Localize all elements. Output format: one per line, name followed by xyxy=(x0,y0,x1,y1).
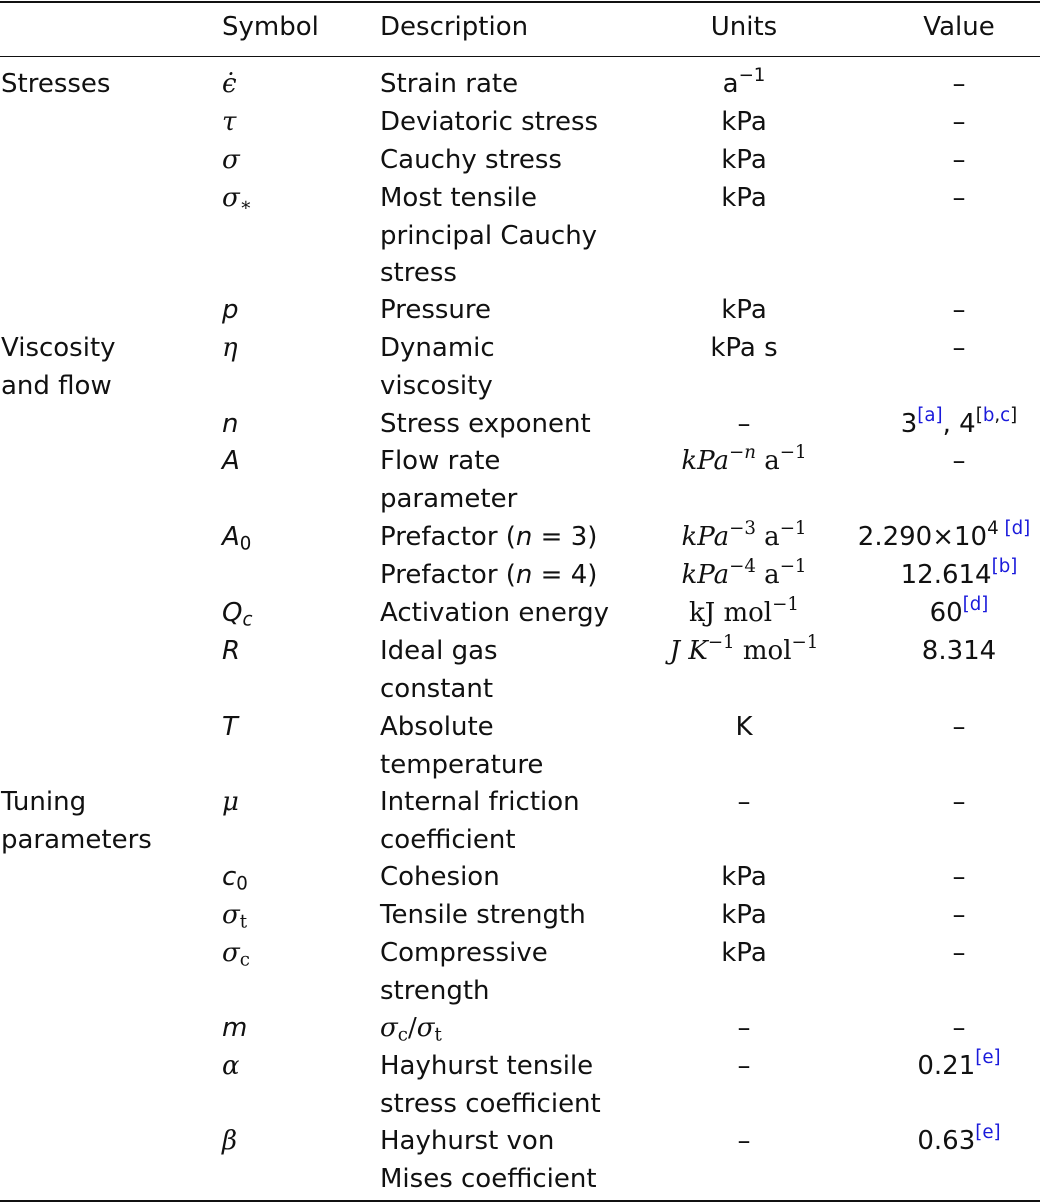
symbol-cell: τ xyxy=(222,107,237,137)
value-cell: – xyxy=(952,183,966,213)
header-units: Units xyxy=(710,12,778,42)
units-cell: K xyxy=(735,712,753,742)
unit-exponent: −1 xyxy=(738,65,766,87)
description-cell xyxy=(380,557,620,595)
units-cell xyxy=(640,633,848,671)
units-cell: kPa xyxy=(721,900,767,930)
citation-link[interactable]: c xyxy=(1000,405,1011,427)
description-cell: Cauchy stress xyxy=(380,145,562,175)
symbol-cell: μ xyxy=(222,787,239,817)
unit-text: a xyxy=(764,522,780,552)
symbol-cell xyxy=(222,859,372,897)
unit-exponent: −1 xyxy=(791,632,819,654)
description-cell: Hayhurst tensile stress coefficient xyxy=(380,1051,601,1119)
symbol-cell: σ xyxy=(222,145,240,175)
description-cell: Most tensile principal Cauchy stress xyxy=(380,183,598,289)
unit-text: a xyxy=(764,560,780,590)
description-cell: Ideal gas constant xyxy=(380,636,498,704)
units-cell: kPa xyxy=(721,183,767,213)
units-cell xyxy=(640,443,848,481)
unit-exponent: −1 xyxy=(707,632,735,654)
section-label xyxy=(1,784,211,859)
value-cell xyxy=(840,519,1040,557)
description-var: n xyxy=(515,522,533,552)
unit-text: kJ mol xyxy=(689,598,773,628)
symbol-subscript: t xyxy=(239,911,248,933)
unit-exponent: −1 xyxy=(779,518,807,540)
symbol-cell: A xyxy=(222,446,240,476)
ratio-slash: / xyxy=(407,1013,417,1043)
units-cell: kPa xyxy=(721,295,767,325)
value-cell: – xyxy=(952,900,966,930)
value-cell: – xyxy=(952,69,966,99)
symbol-cell: α xyxy=(222,1051,240,1081)
value-separator: , xyxy=(942,409,960,439)
symbol-base: σ xyxy=(222,938,240,968)
description-cell: Strain rate xyxy=(380,69,519,99)
value-cell xyxy=(855,595,1040,633)
symbol-base: Q xyxy=(222,598,243,628)
units-cell: kPa xyxy=(721,862,767,892)
unit-exponent: −n xyxy=(729,442,756,464)
units-cell: kPa s xyxy=(710,333,778,363)
citation-separator: , xyxy=(994,405,1001,427)
description-cell: Dynamic viscosity xyxy=(380,333,495,401)
citation-group xyxy=(976,405,1018,426)
citation-link[interactable]: [e] xyxy=(975,1122,1001,1144)
unit-text: a xyxy=(722,69,739,99)
units-cell: kPa xyxy=(721,145,767,175)
value-cell: – xyxy=(952,712,966,742)
citation-link[interactable]: [d] xyxy=(1004,518,1031,540)
section-label-line: Tuning xyxy=(1,787,87,817)
value-text: 2.290×10 xyxy=(857,522,988,552)
description-cell: Activation energy xyxy=(380,598,610,628)
header-symbol: Symbol xyxy=(222,12,319,42)
value-text: 12.614 xyxy=(900,560,992,590)
units-cell: – xyxy=(737,787,751,817)
description-cell: Internal friction coefficient xyxy=(380,787,580,855)
section-label-line: and flow xyxy=(1,370,112,401)
value-cell: – xyxy=(952,862,966,892)
unit-text: kPa xyxy=(681,522,730,552)
value-cell xyxy=(855,1123,1040,1161)
value-cell: – xyxy=(952,107,966,137)
citation-bracket: ] xyxy=(1010,405,1018,427)
citation-link[interactable]: [d] xyxy=(962,594,989,616)
description-cell: Compressive strength xyxy=(380,938,548,1006)
unit-text: K xyxy=(688,636,708,666)
description-text: Prefactor ( xyxy=(380,560,516,590)
symbol-cell: R xyxy=(222,636,241,666)
units-cell: kPa xyxy=(721,107,767,137)
description-cell: Tensile strength xyxy=(380,900,586,930)
units-cell: – xyxy=(737,1013,751,1043)
ratio-denominator: σ xyxy=(416,1013,435,1043)
symbol-base: σ xyxy=(222,900,240,930)
section-label-line: parameters xyxy=(1,824,152,855)
unit-text: J xyxy=(669,636,681,666)
description-text: Prefactor ( xyxy=(380,522,516,552)
symbol-cell: ϵ̇ xyxy=(222,69,237,99)
value-cell: – xyxy=(952,333,966,363)
symbol-cell xyxy=(222,935,372,973)
units-cell: – xyxy=(737,409,751,439)
value-text: 0.63 xyxy=(917,1126,976,1156)
value-text: 3 xyxy=(900,409,918,439)
unit-text: kPa xyxy=(681,560,730,590)
value-text: 60 xyxy=(929,598,963,628)
symbol-subscript: ∗ xyxy=(239,194,253,216)
symbol-base: σ xyxy=(222,183,240,213)
symbol-cell: p xyxy=(222,295,239,325)
ratio-denominator-sub: t xyxy=(434,1024,442,1046)
units-cell xyxy=(640,519,848,557)
ratio-numerator: σ xyxy=(380,1013,398,1043)
units-cell xyxy=(640,66,848,104)
value-cell: – xyxy=(952,938,966,968)
unit-exponent: −3 xyxy=(729,518,756,540)
header-description: Description xyxy=(380,12,529,42)
value-cell: 8.314 xyxy=(921,636,997,666)
symbol-base: c xyxy=(222,862,237,892)
ratio-numerator-sub: c xyxy=(397,1024,408,1046)
units-cell xyxy=(640,595,848,633)
top-rule xyxy=(0,1,1040,3)
description-text: = 3) xyxy=(532,522,598,552)
symbol-subscript: 0 xyxy=(239,533,252,555)
unit-exponent: −1 xyxy=(779,442,807,464)
description-cell xyxy=(380,519,620,557)
header-value: Value xyxy=(923,12,995,42)
symbol-cell xyxy=(222,897,372,935)
unit-exponent: −1 xyxy=(779,556,807,578)
description-var: n xyxy=(515,560,533,590)
description-cell xyxy=(380,1010,620,1048)
symbol-cell xyxy=(222,595,372,633)
value-text: 0.21 xyxy=(917,1051,976,1081)
value-cell: – xyxy=(952,145,966,175)
symbol-subscript: 0 xyxy=(236,873,248,895)
value-cell xyxy=(855,1048,1040,1086)
citation-link[interactable]: [a] xyxy=(917,405,943,427)
citation-link[interactable]: [b] xyxy=(991,556,1018,578)
unit-text: kPa xyxy=(681,446,730,476)
value-cell: – xyxy=(952,446,966,476)
units-cell: – xyxy=(737,1126,751,1156)
description-cell: Absolute temperature xyxy=(380,712,544,780)
symbol-cell: T xyxy=(222,712,238,742)
description-text: = 4) xyxy=(532,560,598,590)
symbol-cell: n xyxy=(222,409,239,439)
header-rule xyxy=(0,56,1040,57)
section-label xyxy=(1,330,211,405)
description-cell: Flow rate parameter xyxy=(380,446,518,514)
bottom-rule xyxy=(0,1200,1040,1202)
units-cell xyxy=(640,557,848,595)
symbol-cell: η xyxy=(222,333,238,363)
symbol-cell: β xyxy=(222,1126,238,1156)
citation-link[interactable]: b xyxy=(982,405,995,427)
symbol-base: A xyxy=(222,522,240,552)
section-label: Stresses xyxy=(1,69,111,99)
description-cell: Stress exponent xyxy=(380,409,591,439)
value-exponent: 4 xyxy=(987,518,999,540)
value-cell: – xyxy=(952,295,966,325)
citation-link[interactable]: [e] xyxy=(975,1047,1001,1069)
description-cell: Cohesion xyxy=(380,862,500,892)
symbol-cell xyxy=(222,519,372,557)
symbol-subscript: c xyxy=(239,949,250,971)
description-cell: Deviatoric stress xyxy=(380,107,599,137)
value-text: 4 xyxy=(959,409,976,439)
description-cell: Pressure xyxy=(380,295,492,325)
symbol-subscript: c xyxy=(242,609,253,631)
unit-exponent: −4 xyxy=(729,556,756,578)
section-label-line: Viscosity xyxy=(1,333,116,363)
value-cell: – xyxy=(952,1013,966,1043)
symbol-cell xyxy=(222,180,372,218)
unit-text: mol xyxy=(742,636,792,666)
units-cell: kPa xyxy=(721,938,767,968)
description-cell: Hayhurst von Mises coefficient xyxy=(380,1126,597,1194)
symbol-cell: m xyxy=(222,1013,248,1043)
value-cell xyxy=(855,557,1040,595)
citation-bracket: [ xyxy=(975,405,983,427)
value-cell xyxy=(855,406,1040,444)
unit-text: a xyxy=(764,446,780,476)
units-cell: – xyxy=(737,1051,751,1081)
value-cell: – xyxy=(952,787,966,817)
unit-exponent: −1 xyxy=(772,594,799,616)
